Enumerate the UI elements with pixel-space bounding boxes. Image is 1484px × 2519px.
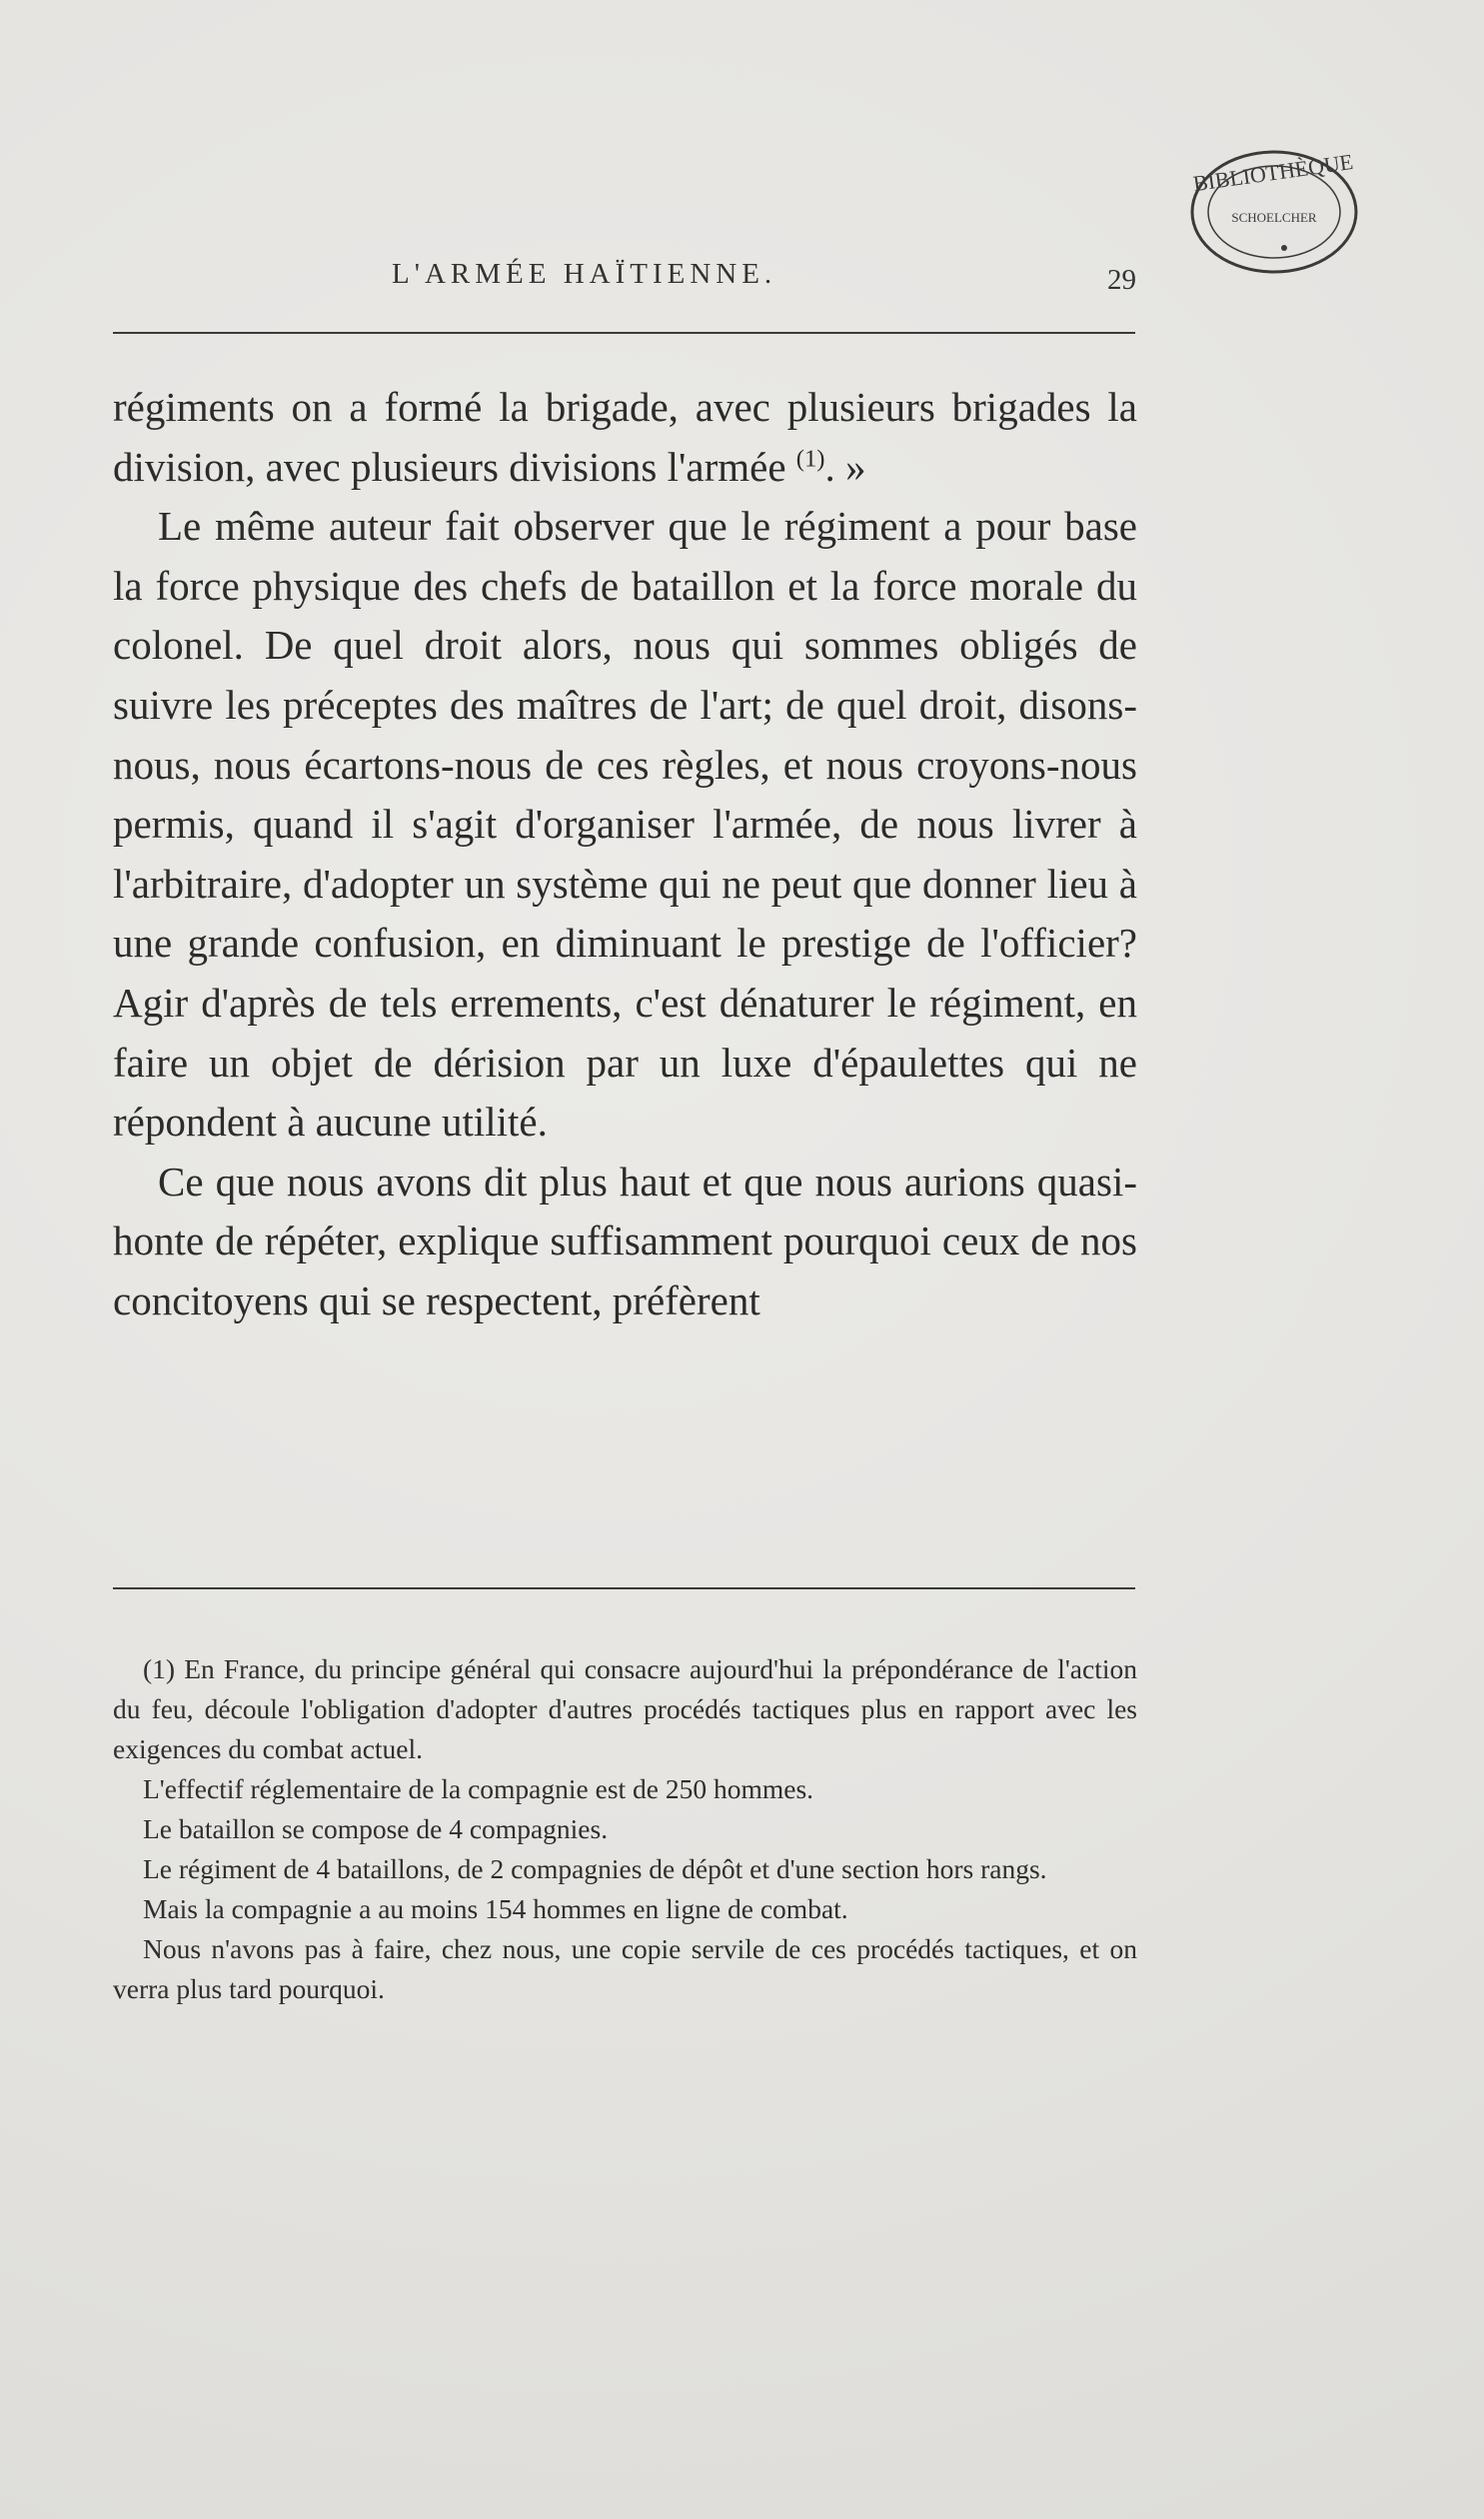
paragraph-1-text: régiments on a formé la brigade, avec plusieurs brigades la division, avec plusieurs divisions l'armée bbox=[113, 384, 1137, 490]
svg-text:SCHOELCHER: SCHOELCHER bbox=[1231, 210, 1317, 225]
svg-text:BIBLIOTHÈQUE: BIBLIOTHÈQUE bbox=[1191, 148, 1355, 197]
footnote-1-text: En France, du principe général qui consacre aujourd'hui la prépondérance de l'action du feu, découle l'obligation d'adopter d'autres procédés tactiques plus en rapport avec les exigences du combat actuel. bbox=[113, 1653, 1137, 1764]
paragraph-1-end: . » bbox=[824, 443, 866, 490]
footnote-marker: (1) bbox=[143, 1653, 176, 1684]
paragraph-2: Le même auteur fait observer que le régiment a pour base la force physique des chefs de bataillon et la force morale du colonel. De quel droit alors, nous qui sommes obligés de suivre les préceptes des maîtres de l'art; de quel droit, disons-nous, nous écartons-nous de ces règles, et nous croyons-nous permis, quand il s'agit d'organiser l'armée, de nous livrer à l'arbitraire, d'adopter un système qui ne peut que donner lieu à une grande confusion, en diminuant le prestige de l'officier? Agir d'après de tels errements, c'est dénaturer le régiment, en faire un objet de dérision par un luxe d'épaulettes qui ne répondent à aucune utilité. bbox=[113, 503, 1137, 1146]
library-stamp-seal-icon bbox=[1179, 140, 1364, 290]
footnote-rule bbox=[113, 1587, 1135, 1589]
footnote-ref: (1) bbox=[795, 444, 825, 472]
footnote-5: Mais la compagnie a au moins 154 hommes en ligne de combat. bbox=[143, 1893, 848, 1924]
footnote-6: Nous n'avons pas à faire, chez nous, une copie servile de ces procédés tactiques, et on verra plus tard pourquoi. bbox=[113, 1933, 1137, 2004]
library-stamp bbox=[1179, 140, 1364, 290]
running-header bbox=[112, 258, 1136, 308]
running-title: L'ARMÉE HAÏTIENNE. bbox=[392, 258, 777, 290]
footnotes bbox=[113, 1649, 1137, 2009]
paragraph-3: Ce que nous avons dit plus haut et que nous aurions quasi-honte de répéter, explique suffisamment pourquoi ceux de nos concitoyens qui se respectent, préfèrent bbox=[113, 1158, 1137, 1323]
footnote-4: Le régiment de 4 bataillons, de 2 compagnies de dépôt et d'une section hors rangs. bbox=[143, 1853, 1047, 1884]
page-number: 29 bbox=[1107, 264, 1136, 296]
main-text bbox=[113, 378, 1137, 1331]
paragraph-1 bbox=[113, 378, 1137, 497]
footnote-3: Le bataillon se compose de 4 compagnies. bbox=[143, 1813, 609, 1844]
header-rule bbox=[113, 332, 1135, 334]
footnote-2: L'effectif réglementaire de la compagnie est de 250 hommes. bbox=[143, 1773, 814, 1804]
footnote-1 bbox=[113, 1649, 1137, 1769]
